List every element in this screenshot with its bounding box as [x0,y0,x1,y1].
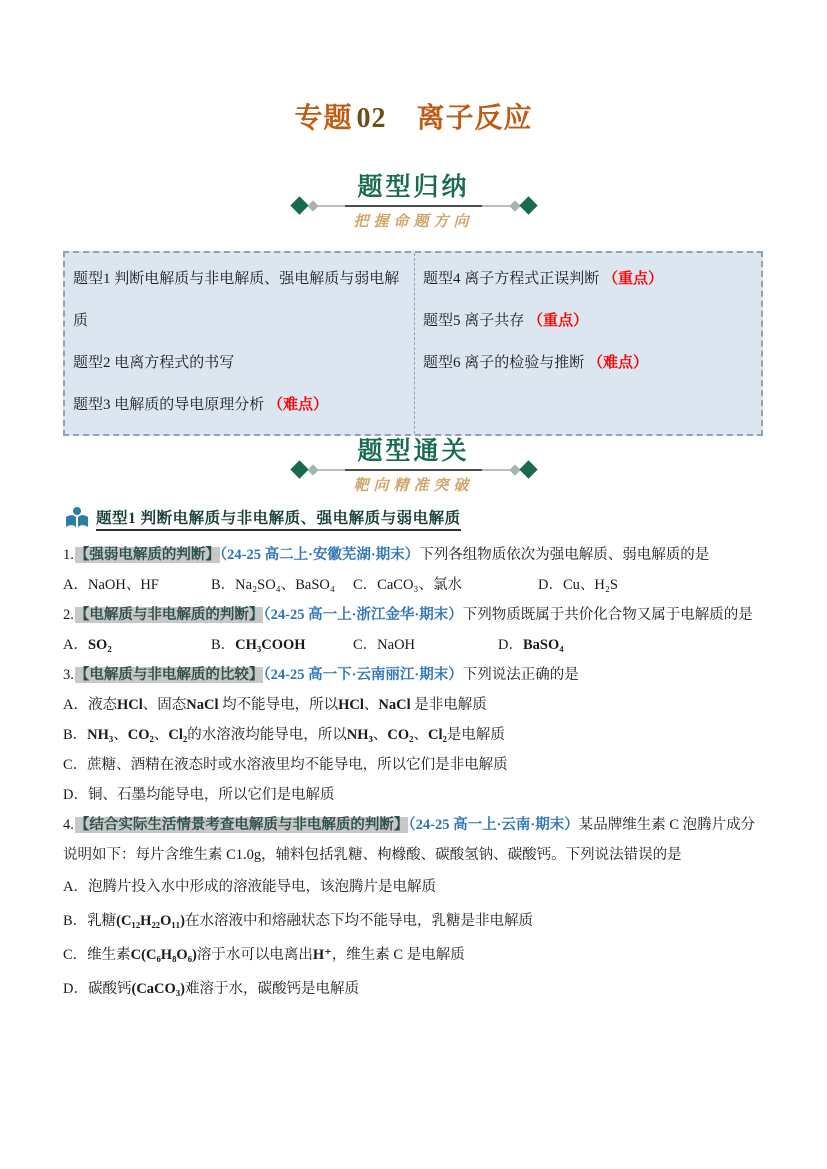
question-topic-tag: 【电解质与非电解质的比较】 [74,667,264,683]
title-main: 离子反应 [416,103,533,134]
diamond-icon [307,200,318,211]
summary-item-1: 题型1 判断电解质与非电解质、强电解质与弱电解质 [73,271,400,329]
section-heading-1 [63,504,827,532]
diamond-decoration-right [511,199,535,212]
question-2 [63,600,763,660]
title-number: 02 [356,103,387,134]
banner-topic-summary [297,172,531,230]
question-3-header [63,660,763,690]
question-source: （24-25 高二上·安徽芜湖·期末） [219,547,420,563]
option-c: C．维生素C(C₆H₈O₆)溶于水可以电离出H⁺，维生素 C 是电解质 [63,947,465,963]
diamond-icon [307,464,318,475]
question-stem: 下列物质既属于共价化合物又属于电解质的是 [462,607,753,623]
question-source: （24-25 高一上·浙江金华·期末） [263,607,463,623]
question-2-options [63,630,763,660]
question-number: 3. [63,667,74,683]
question-1 [63,540,763,600]
question-number: 4. [63,817,74,833]
question-2-header [63,600,763,630]
option-a: A．液态HCl、固态NaCl 均不能导电，所以HCl、NaCl 是非电解质 [63,697,487,713]
option-b: B．NH₃、CO₂、Cl₂的水溶液均能导电，所以NH₃、CO₂、Cl₂是电解质 [63,727,505,743]
diamond-decoration-right [511,463,535,476]
banner-center [297,436,531,495]
section-title: 题型1 判断电解质与非电解质、强电解质与弱电解质 [96,506,461,531]
question-topic-tag: 【强弱电解质的判断】 [74,547,220,563]
banner-title: 题型归纳 [345,172,481,207]
summary-item-6: 题型6 离子的检验与推断 （难点） [423,355,649,371]
option-d: D．Cu、H₂S [538,577,618,593]
summary-right-column [415,253,761,434]
question-stem: 下列各组物质依次为强电解质、弱电解质的是 [419,547,710,563]
summary-item-3: 题型3 电解质的导电原理分析 （难点） [73,397,329,413]
question-4-header [63,810,763,870]
title-prefix: 专题 [294,103,353,134]
diamond-decoration-left [293,463,317,476]
question-area [63,540,763,1006]
option-b: B．CH₃COOH [211,637,306,653]
diamond-icon [519,460,537,478]
option-c: C．NaOH [353,637,416,653]
diamond-icon [290,460,308,478]
diamond-decoration-left [293,199,317,212]
option-a: A．SO₂ [63,637,112,653]
option-b: B．乳糖(C₁₂H₂₂O₁₁)在水溶液中和熔融状态下均不能导电，乳糖是非电解质 [63,913,533,929]
option-a: A．泡腾片投入水中形成的溶液能导电，该泡腾片是电解质 [63,879,436,895]
summary-left-column [65,253,415,434]
question-1-header [63,540,763,570]
question-stem: 下列说法正确的是 [462,667,579,683]
topic-summary-box [63,251,763,436]
question-topic-tag: 【电解质与非电解质的判断】 [74,607,264,623]
option-a: A．NaOH、HF [63,577,159,593]
question-topic-tag: 【结合实际生活情景考查电解质与非电解质的判断】 [74,817,409,833]
option-d: D．铜、石墨均能导电，所以它们是电解质 [63,787,335,803]
option-b: B．Na₂SO₄、BaSO₄ [211,577,335,593]
question-4 [63,810,763,1006]
banner-center [297,172,531,231]
question-source: （24-25 高一下·云南丽江·期末） [263,667,463,683]
diamond-icon [519,196,537,214]
banner-topic-practice [297,436,531,494]
banner-title: 题型通关 [345,436,481,471]
question-stem: 某品牌维生素 C 泡腾片成分说明如下：每片含维生素 C1.0g，辅料包括乳糖、枸橼酸、碳酸氢钠、碳酸钙。下列说法错误的是 [63,817,756,863]
option-c: C．蔗糖、酒精在液态时或水溶液里均不能导电，所以它们是非电解质 [63,757,508,773]
diamond-icon [290,196,308,214]
option-c: C．CaCO₃、氯水 [353,577,462,593]
summary-item-5: 题型5 离子共存 （重点） [423,313,589,329]
option-d: D．BaSO₄ [498,637,564,653]
reader-icon [63,504,91,532]
page-title [0,0,827,136]
option-d: D．碳酸钙(CaCO₃)难溶于水，碳酸钙是电解质 [63,981,359,997]
summary-item-4: 题型4 离子方程式正误判断 （重点） [423,271,664,287]
question-number: 2. [63,607,74,623]
question-3 [63,660,763,810]
banner-subtitle: 把握命题方向 [353,214,474,230]
question-source: （24-25 高一上·云南·期末） [408,817,579,833]
question-number: 1. [63,547,74,563]
question-1-options [63,570,763,600]
banner-subtitle: 靶向精准突破 [353,478,474,494]
summary-item-2: 题型2 电离方程式的书写 [73,355,235,371]
